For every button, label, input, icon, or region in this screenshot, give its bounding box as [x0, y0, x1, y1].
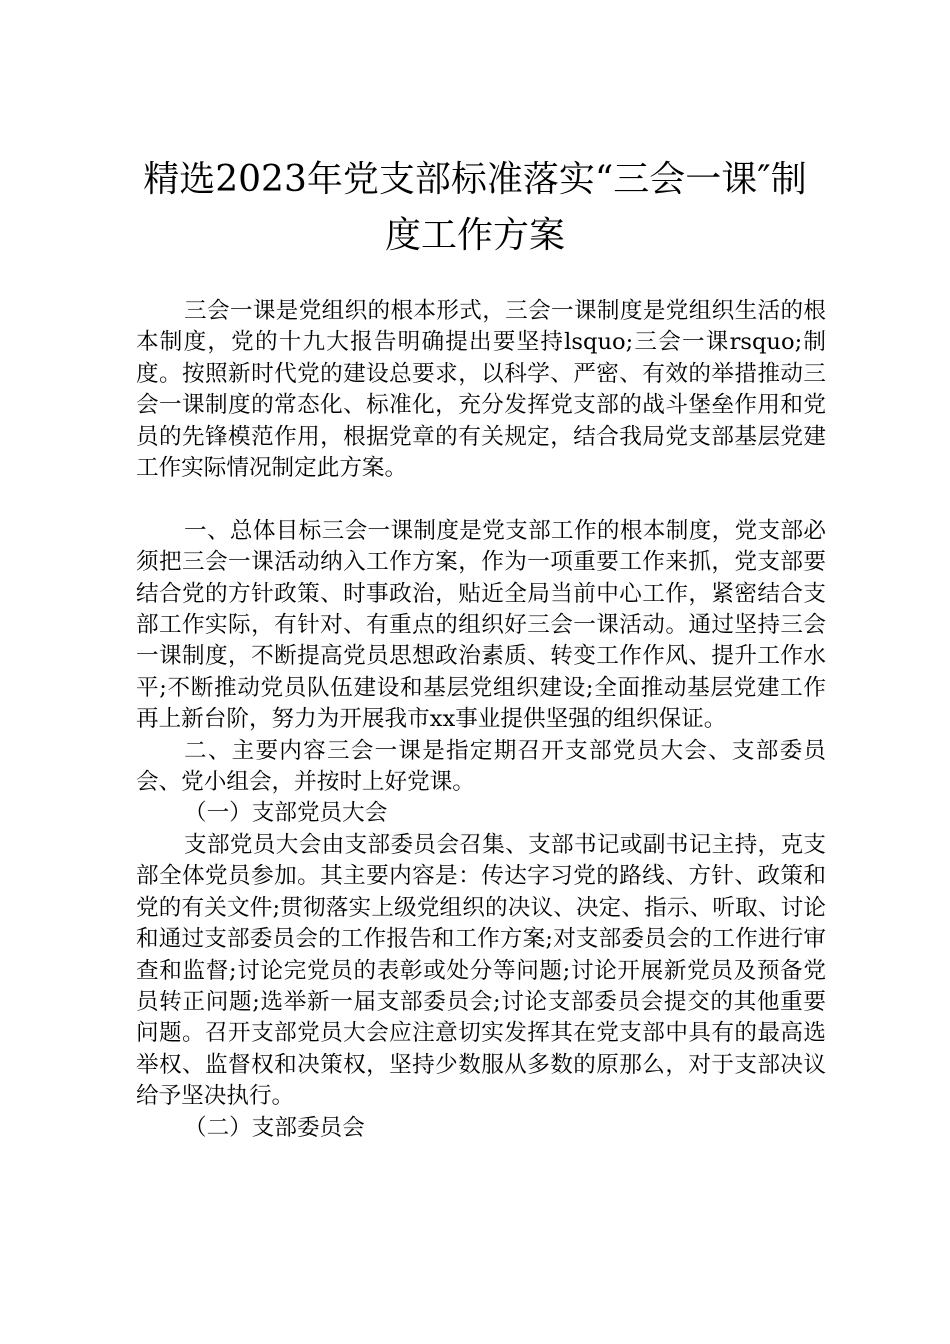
- overall-goal-paragraph: 一、总体目标三会一课制度是党支部工作的根本制度，党支部必须把三会一课活动纳入工作方案，作为一项重要工作来抓，党支部要结合党的方针政策、时事政治，贴近全局当前中心工作，紧密结合支部工作实际，有针对、有重点的组织好三会一课活动。通过坚持三会一课制度，不断提高党员思想政治素质、转变工作作风、提升工作水平;不断推动党员队伍建设和基层党组织建设;全面推动基层党建工作再上新台阶，努力为开展我市xx事业提供坚强的组织保证。: [136, 517, 826, 733]
- intro-paragraph: 三会一课是党组织的根本形式，三会一课制度是党组织生活的根本制度，党的十九大报告明确提出要坚持lsquo;三会一课rsquo;制度。按照新时代党的建设总要求，以科学、严密、有效的举措推动三会一课制度的常态化、标准化，充分发挥党支部的战斗堡垒作用和党员的先锋模范作用，根据党章的有关规定，结合我局党支部基层党建工作实际情况制定此方案。: [136, 298, 826, 482]
- paragraph-spacer: [136, 484, 826, 515]
- party-member-assembly-paragraph: 支部党员大会由支部委员会召集、支部书记或副书记主持，克支部全体党员参加。其主要内容是：传达字习党的路线、方针、政策和党的有关文件;贯彻落实上级党组织的决议、决定、指示、听取、讨论和通过支部委员会的工作报告和工作方案;对支部委员会的工作进行审查和监督;讨论完党员的表彰或处分等问题;讨论开展新党员及预备党员转正问题;选举新一届支部委员会;讨论支部委员会提交的其他重要问题。召开支部党员大会应注意切实发挥其在党支部中具有的最高选举权、监督权和决策权，坚持少数服从多数的原那么，对于支部决议给予坚决执行。: [136, 831, 826, 1110]
- section-heading-party-member-assembly: （一）支部党员大会: [184, 800, 388, 827]
- main-content-paragraph: 二、主要内容三会一课是指定期召开支部党员大会、支部委员会、党小组会，并按时上好党课。: [136, 737, 826, 796]
- document-title-line-2: 度工作方案: [384, 215, 565, 256]
- document-body: [136, 296, 826, 1144]
- section-heading-branch-committee: （二）支部委员会: [184, 1114, 365, 1141]
- document-title-line-1: 精选2023年党支部标准落实“三会一课″制: [143, 159, 807, 200]
